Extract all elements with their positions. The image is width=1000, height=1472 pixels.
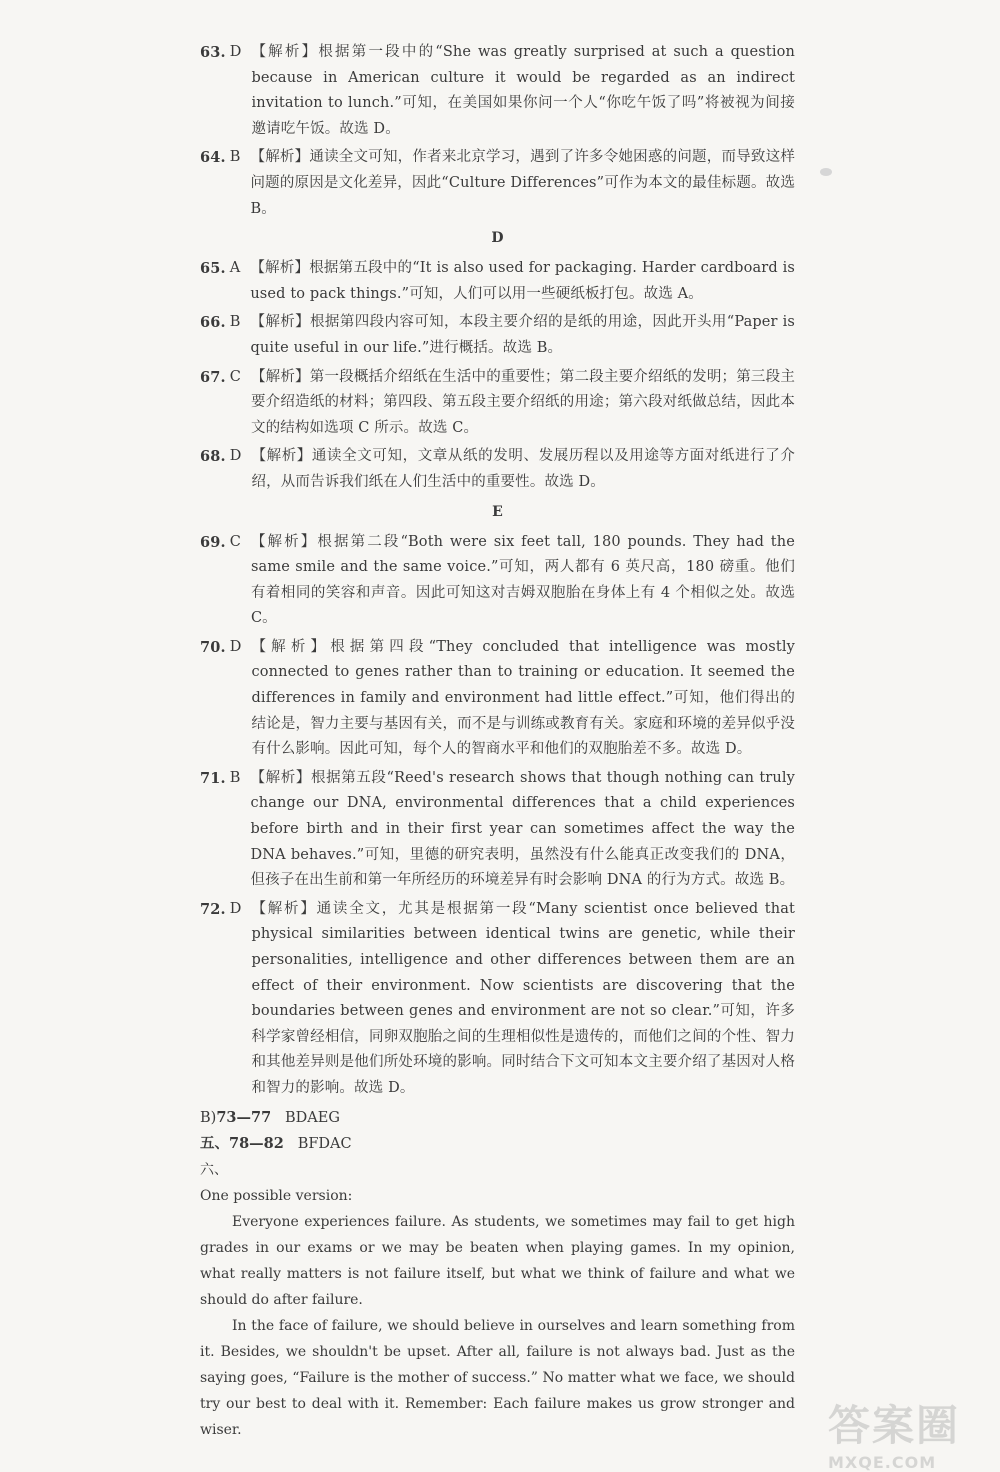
analysis-text: 通读全文可知，作者来北京学习，遇到了许多令她困惑的问题，而导致这样问题的原因是文化差异，因此“Culture Differences”可作为本文的最佳标题。故选 B。 xyxy=(250,149,795,217)
section-heading-d: D xyxy=(491,230,504,247)
answer-71 xyxy=(200,766,795,894)
item-answer: C xyxy=(229,368,241,385)
analysis-tag: 【解析】 xyxy=(251,448,312,465)
section-heading-e: E xyxy=(492,503,503,520)
answer-69 xyxy=(200,530,795,632)
item-answer: D xyxy=(229,448,242,465)
item-number: 69. xyxy=(200,533,226,551)
item-number: 63. xyxy=(200,44,226,61)
short-answers: BDAEG xyxy=(285,1109,340,1126)
short-range: 78—82 xyxy=(229,1134,284,1152)
analysis-text: 根据第四段“They concluded that intelligence was mostly connected to genes rather than to training or education. It seemed the differences in family and environment had little effect.”可知，他们得出的结论是，智力主要与基因有关，而不是与训练或教育有关。家庭和环境的差异似乎没有什么影响。因此可知，每个人的智商水平和他们的双胞胎差不多。故选 D。 xyxy=(251,638,795,758)
analysis-text: 根据第一段中的“She was greatly surprised at such a question because in American culture it would be regarded as an indirect invitation to lunch.”可知，在美国如果你问一个人“你吃午饭了吗”将被视为间接邀请吃午饭。故选 D。 xyxy=(251,44,795,137)
analysis-text: 通读全文，尤其是根据第一段“Many scientist once believed that physical similarities between identical twins are genetic, while their personalities, intelligence and other differences between them are an effect of their environment. Now scientists are discovering that the boundaries between genes and environment are not so clear.”可知，许多科学家曾经相信，同卵双胞胎之间的生理相似性是遗传的，而他们之间的个性、智力和其他差异则是他们所处环境的影响。同时结合下文可知本文主要介绍了基因对人格和智力的影响。故选 D。 xyxy=(251,900,795,1096)
item-number: 71. xyxy=(200,769,226,787)
item-number: 70. xyxy=(200,638,226,656)
watermark-logo: 答案圈 xyxy=(828,1401,961,1450)
analysis-tag: 【解析】 xyxy=(250,149,310,166)
item-number: 68. xyxy=(200,448,226,466)
analysis-text: 通读全文可知，文章从纸的发明、发展历程以及用途等方面对纸进行了介绍，从而告诉我们纸在人们生活中的重要性。故选 D。 xyxy=(251,448,796,490)
item-number: 66. xyxy=(200,314,226,332)
short-answer-73-77 xyxy=(200,1105,795,1131)
analysis-tag: 【解析】 xyxy=(251,900,317,917)
answer-page xyxy=(200,40,795,1443)
answer-72 xyxy=(200,897,795,1102)
essay-paragraph: In the face of failure, we should believe in ourselves and learn something from it. Besides, we shouldn't be upset. After all, failure is not always bad. Just as the saying goes, “Failure is the mother of success.” No matter what we face, we should try our best to deal with it. Remember: Each failure makes us grow stronger and wiser. xyxy=(200,1317,795,1438)
answer-67 xyxy=(200,365,795,442)
short-answers: BFDAC xyxy=(297,1135,352,1152)
analysis-tag: 【解析】 xyxy=(251,638,331,655)
analysis-tag: 【解析】 xyxy=(250,314,311,331)
short-prefix: 五、 xyxy=(200,1134,229,1152)
item-answer: B xyxy=(229,149,241,166)
analysis-tag: 【解析】 xyxy=(250,368,310,385)
analysis-text: 根据第四段内容可知，本段主要介绍的是纸的用途，因此开头用“Paper is quite useful in our life.”进行概括。故选 B。 xyxy=(250,314,795,356)
item-number: 72. xyxy=(200,900,226,918)
item-answer: D xyxy=(229,900,242,917)
analysis-tag: 【解析】 xyxy=(250,769,311,786)
answer-65 xyxy=(200,256,795,307)
essay-heading: 六、 xyxy=(200,1161,228,1178)
item-number: 64. xyxy=(200,149,226,167)
item-answer: C xyxy=(229,533,241,550)
site-watermark xyxy=(828,1393,978,1472)
analysis-tag: 【解析】 xyxy=(250,533,318,550)
item-answer: B xyxy=(229,769,241,786)
analysis-text: 根据第五段“Reed's research shows that though nothing can truly change our DNA, environmental differences that a child experiences before birth and in their first year can sometimes affect the way the DNA behaves.”可知，里德的研究表明，虽然没有什么能真正改变我们的 DNA，但孩子在出生前和第一年所经历的环境差异有时会影响 DNA 的行为方式。故选 B。 xyxy=(250,769,795,889)
scan-mark xyxy=(820,168,832,176)
essay-lead: One possible version: xyxy=(200,1187,353,1204)
essay-section xyxy=(200,1157,795,1443)
short-answer-78-82 xyxy=(200,1131,795,1157)
item-number: 65. xyxy=(200,260,226,278)
analysis-tag: 【解析】 xyxy=(251,44,319,60)
analysis-text: 第一段概括介绍纸在生活中的重要性；第二段主要介绍纸的发明；第三段主要介绍造纸的材料；第四段、第五段主要介绍纸的用途；第六段对纸做总结，因此本文的结构如选项 C 所示。故选 C。 xyxy=(250,368,795,436)
analysis-tag: 【解析】 xyxy=(250,260,310,277)
answer-66 xyxy=(200,310,795,361)
item-answer: A xyxy=(229,260,241,277)
watermark-url: MXQE.COM xyxy=(828,1453,937,1472)
answer-64 xyxy=(200,145,795,222)
item-answer: D xyxy=(229,638,242,655)
analysis-text: 根据第五段中的“It is also used for packaging. Harder cardboard is used to pack things.”可知，人们可以用一些硬纸板打包。故选 A。 xyxy=(250,260,795,302)
item-answer: D xyxy=(229,44,242,60)
essay-paragraph: Everyone experiences failure. As students, we sometimes may fail to get high grades in our exams or we may be beaten when playing games. In my opinion, what really matters is not failure itself, but what we think of failure and what we should do after failure. xyxy=(200,1213,795,1308)
short-range: 73—77 xyxy=(216,1108,272,1126)
short-prefix: B) xyxy=(200,1109,217,1126)
answer-63 xyxy=(200,40,795,142)
answer-70 xyxy=(200,635,795,763)
item-answer: B xyxy=(229,314,241,331)
item-number: 67. xyxy=(200,368,226,386)
answer-68 xyxy=(200,444,795,495)
analysis-text: 根据第二段“Both were six feet tall, 180 pounds. They had the same smile and the same voice.”可知，两人都有 6 英尺高，180 磅重。他们有着相同的笑容和声音。因此可知这对吉姆双胞胎在身体上有 4 个相似之处。故选 C。 xyxy=(250,533,795,627)
